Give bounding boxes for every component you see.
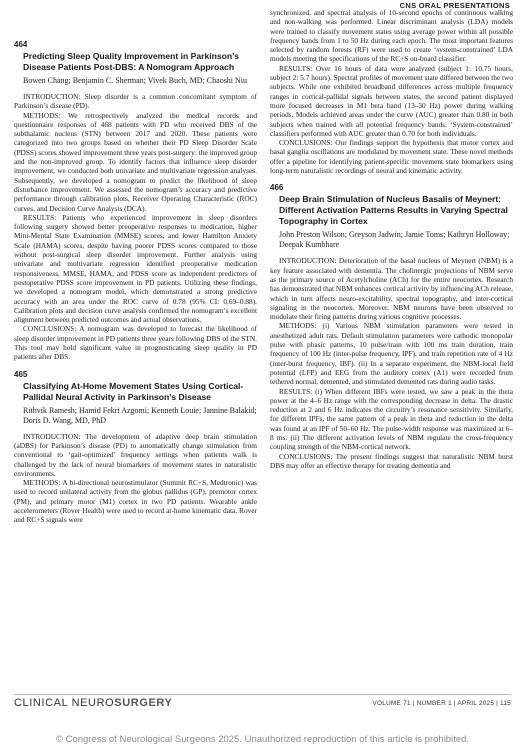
- page-footer: [14, 694, 511, 711]
- right-column: [270, 8, 513, 478]
- abstract-paragraph: RESULTS: (i) When different IBFs were tested, we saw a peak in the theta power at the 4–6 Hz range with the corresponding decrease in delta. The drastic reduction at 2 and 6 Hz indicates the circuitry’s resonance sensitivity. Similarly, for different IPFs, the same pattern of a peak in theta and reduction in the delta was found at an IPF of 50–60 Hz. The pulse-width response was maximized at 6–8 ms. (ii) The different activation levels of NBM regulate the cross-frequency coupling strength of the NBM-cortical network.: [270, 386, 513, 452]
- abstract-paragraph: METHODS: We retrospectively analyzed the medical records and questionnaire responses of 468 patients with PD who received DBS of the subthalamic nucleus (STN) between 2017 and 2020. These patients were categorized into two groups based on whether their PD Sleep Disorder Scale (PDSS) scores showed improvement three years post-surgery: the improved group and the non-improved group. To identify factors that influence sleep disorder improvement, we conducted both univariate and multivariate regression analyses. Subsequently, we developed a nomogram to predict the likelihood of sleep disturbance improvement. We assessed the nomogram’s accuracy and predictive performance through calibration plots, Receiver Operating Characteristic (ROC) curves, and Decision Curve Analysis (DCA).: [14, 110, 257, 213]
- issue-info: VOLUME 71 | NUMBER 1 | APRIL 2025 | 115: [372, 699, 511, 707]
- abstract-authors: Bowen Chang; Benjamin C. Sherman; Vivek Buch, MD; Chaoshi Niu: [23, 76, 248, 85]
- abstract-number: 465: [14, 369, 28, 379]
- abstract-paragraph: CONCLUSIONS: The present findings suggest that naturalistic NBM burst DBS may offer an effective therapy for treating dementia and: [270, 451, 513, 470]
- abstract-464: [14, 40, 257, 362]
- abstract-paragraph: INTRODUCTION: The development of adaptive deep brain stimulation (aDBS) for Parkinson’s disease (PD) to automatically change stimulation from conventional to ‘gait-optimized’ frequency settings when patients walk is challenged by the lack of neural biomarkers of movement states in naturalistic environments.: [14, 431, 257, 478]
- abstract-title: Predicting Sleep Quality Improvement in Parkinson’s Disease Patients Post-DBS: A Nomogram Approach: [23, 51, 240, 72]
- copyright-notice: © Congress of Neurological Surgeons 2025. Unauthorized reproduction of this article is prohibited.: [55, 734, 470, 745]
- abstract-466: [270, 183, 513, 470]
- journal-logo: [14, 697, 173, 709]
- abstract-number: 466: [270, 183, 284, 193]
- abstract-authors: John Preston Wilson; Greyson Jadwin; Jamie Toms; Kathryn Holloway; Deepak Kumbhare: [279, 230, 510, 250]
- abstract-paragraph: RESULTS: Over 16 hours of data were analyzed (subject 1: 10.75 hours, subject 2: 5.7 hours). Spectral profiles of movement state differed between the two subjects. While one exhibited broadband differences across multiple frequency ranges in cortical-pallidal signals between states, the second patient displayed more focused decreases in M1 beta band (13–30 Hz) power during walking periods. Models achieved areas under the curve (AUC) greater than 0.80 in both subjects when trained with all potential frequency bands. ‘System-constrained’ classifiers performed with AUC greater than 0.70 for both individuals.: [270, 63, 513, 138]
- abstract-title: Classifying At-Home Movement States Using Cortical-Pallidal Neural Activity in Parkinson’s Disease: [23, 380, 244, 402]
- abstract-paragraph: INTRODUCTION: Deterioration of the basal nucleus of Meynert (NBM) is a key feature associated with dementia. The cholinergic projections of NBM serve as the primary source of Acetylcholine (ACh) for the entire neocortex. Research has demonstrated that NBM enhances cortical activity by influencing ACh release, which in turn affects neuro-excitability, spectral topography, and inter-cortical signaling in the neocortex. Moreover, NBM neurons have been observed to modulate their firing patterns during various cognitive processes.: [270, 256, 513, 322]
- abstract-465-continuation: [270, 8, 513, 175]
- left-column: [14, 40, 257, 533]
- abstract-paragraph: INTRODUCTION: Sleep disorder is a common concomitant symptom of Parkinson’s disease (PD).: [14, 92, 257, 111]
- abstract-paragraph: CONCLUSIONS: Our findings support the hypothesis that motor cortex and basal ganglia oscillations are modulated by movement state. These novel methods offer a pipeline for identifying patient-specific movement state biomarkers using long-term naturalistic recordings of neural and kinematic activity.: [270, 138, 513, 176]
- abstract-title: Deep Brain Stimulation of Nucleus Basalis of Meynert: Different Activation Patterns Results in Varying Spectral Topography in Cortex: [279, 194, 508, 227]
- abstract-paragraph: METHODS: (i) Various NBM stimulation parameters were tested in anesthetized adult rats. Default stimulation parameters were cathodic monopolar pulse with phasic patterns, 10 pulse/train with 100 ms train duration, train frequency of 100 Hz (inter-pulse frequency, IPF), and train repetition rate of 4 Hz (inter-burst frequency, IBF). (ii) In a separate experiment, the NBM-local field potential (LFP) and EEG from the auditory cortex (A1) were recorded from tethered normal, demented, and stimulated demented rats during audio tasks.: [270, 321, 513, 387]
- journal-logo-part1: CLINICAL NEURO: [14, 697, 115, 709]
- abstract-paragraph: METHODS: A bi-directional neurostimulator (Summit RC+S, Medtronic) was used to record unilateral activity from the globus pallidus (GP), premotor cortex (PM), and primary motor (M1) cortex in two PD patients. Wearable ankle accelerometers (Rover Health) were used to record at-home kinematic data. Rover and RC+S signals were: [14, 478, 257, 525]
- journal-logo-part2: SURGERY: [114, 697, 173, 709]
- abstract-465: [14, 370, 257, 525]
- abstract-paragraph: synchronized, and spectral analysis of 10-second epochs of continuous walking and non-walking was performed. Linear discriminant analysis (LDA) models were trained to classify movement states using average power within all possible frequency bands from 1 to 50 Hz during each epoch. The most important features selected by random forests (RF) were used to create ‘system-constrained’ LDA models meeting the specifications of the RC+S on-board classifier.: [270, 8, 513, 64]
- abstract-paragraph: CONCLUSIONS: A nomogram was developed to forecast the likelihood of sleep disorder improvement in PD patients three years following DBS of the STN. This tool may hold significant value in prognosticating sleep quality in PD patients after DBS.: [14, 324, 257, 362]
- abstract-number: 464: [14, 40, 28, 49]
- abstract-authors: Rithvik Ramesh; Hamid Fekri Azgomi; Kenneth Louie; Jannine Balakid; Doris D. Wang, MD, PhD: [23, 405, 257, 425]
- section-label: CNS ORAL PRESENTATIONS: [399, 1, 510, 10]
- abstract-paragraph: RESULTS: Patients who experienced improvement in sleep disorders following surgery showed better preoperative responses to medication, higher Mini-Mental State Examination (MMSE) scores, and lower Hamilton Anxiety Scale (HAMA) scores, despite having poorer PDSS scores compared to those without post-surgical sleep disorder improvement. Further analysis using univariate and multivariate regression identified preoperative medication responsiveness, MMSE, HAMA, and PDSS score as independent predictors of postoperative PDSS score improvement in PD patients. Utilizing these findings, we developed a nomogram model, which demonstrated a strong predictive accuracy with an area under the ROC curve of 0.78 (95% CI: 0.69–0.88). Calibration plots and decision curve analysis confirmed the nomogram’s excellent alignment between predicted outcomes and actual observations.: [14, 212, 257, 325]
